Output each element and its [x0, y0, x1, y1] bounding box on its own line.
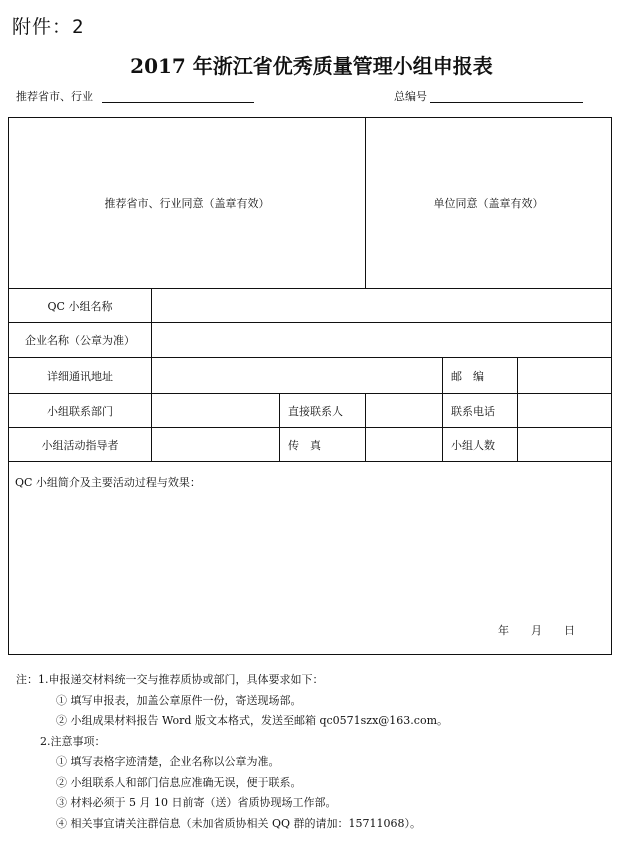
- application-form-table: [8, 117, 612, 655]
- note-2a: ① 填写表格字迹清楚，企业名称以公章为准。: [56, 755, 280, 768]
- qc-name-field[interactable]: [152, 289, 612, 323]
- advisor-label: 小组活动指导者: [9, 428, 152, 462]
- date-line: [476, 622, 575, 638]
- advisor-field[interactable]: [152, 428, 280, 462]
- intro-label: QC 小组简介及主要活动过程与效果：: [15, 476, 201, 489]
- note-1a: ① 填写申报表，加盖公章原件一份，寄送现场部。: [56, 693, 302, 707]
- postcode-field[interactable]: [518, 358, 612, 394]
- page-title: 2017 年浙江省优秀质量管理小组申报表: [130, 54, 493, 78]
- recommender-label: 推荐省市、行业: [16, 90, 93, 103]
- serial-number-field[interactable]: [430, 102, 583, 103]
- members-label: 小组人数: [443, 428, 518, 462]
- note-2c: ③ 材料必须于 5 月 10 日前寄（送）省质协现场工作部。: [56, 796, 337, 809]
- address-row: [9, 358, 612, 394]
- notes-section: [16, 670, 616, 834]
- signature-row: [9, 118, 612, 289]
- postcode-label: 邮 编: [443, 358, 518, 394]
- contact-row: [9, 394, 612, 428]
- unit-approval-cell[interactable]: [366, 118, 612, 289]
- phone-label: 联系电话: [443, 394, 518, 428]
- note-2b: ② 小组联系人和部门信息应准确无误，便于联系。: [56, 775, 302, 789]
- date-month-label: 月: [531, 624, 543, 637]
- intro-row: [9, 462, 612, 655]
- unit-approval-label: 单位同意（盖章有效）: [433, 197, 544, 210]
- qc-name-row: [9, 289, 612, 323]
- company-name-field[interactable]: [152, 323, 612, 358]
- serial-number-label: 总编号: [394, 90, 427, 103]
- recommender-approval-label: 推荐省市、行业同意（盖章有效）: [104, 197, 270, 210]
- advisor-row: [9, 428, 612, 462]
- address-field[interactable]: [152, 358, 443, 394]
- attachment-label: 附件：2: [12, 16, 85, 38]
- fax-label: 传 真: [280, 428, 366, 462]
- note-2d: ④ 相关事宜请关注群信息（未加省质协相关 QQ 群的请加：15711068）。: [56, 816, 422, 830]
- note-1: 注：1.申报递交材料统一交与推荐质协或部门，具体要求如下：: [16, 673, 324, 686]
- intro-field[interactable]: [9, 462, 612, 655]
- contact-person-label: 直接联系人: [280, 394, 366, 428]
- address-label: 详细通讯地址: [9, 358, 152, 394]
- recommender-approval-cell[interactable]: [9, 118, 366, 289]
- qc-name-label: QC 小组名称: [9, 289, 152, 323]
- recommender-field[interactable]: [102, 102, 254, 103]
- dept-field[interactable]: [152, 394, 280, 428]
- company-name-row: [9, 323, 612, 358]
- fax-field[interactable]: [366, 428, 443, 462]
- members-field[interactable]: [518, 428, 612, 462]
- phone-field[interactable]: [518, 394, 612, 428]
- dept-label: 小组联系部门: [9, 394, 152, 428]
- date-day-label: 日: [564, 624, 576, 637]
- company-name-label: 企业名称（公章为准）: [9, 323, 152, 358]
- note-2: 2.注意事项：: [40, 734, 106, 748]
- contact-person-field[interactable]: [366, 394, 443, 428]
- note-1b: ② 小组成果材料报告 Word 版文本格式，发送至邮箱 qc0571szx@163.com。: [56, 714, 449, 727]
- date-year-label: 年: [498, 624, 510, 637]
